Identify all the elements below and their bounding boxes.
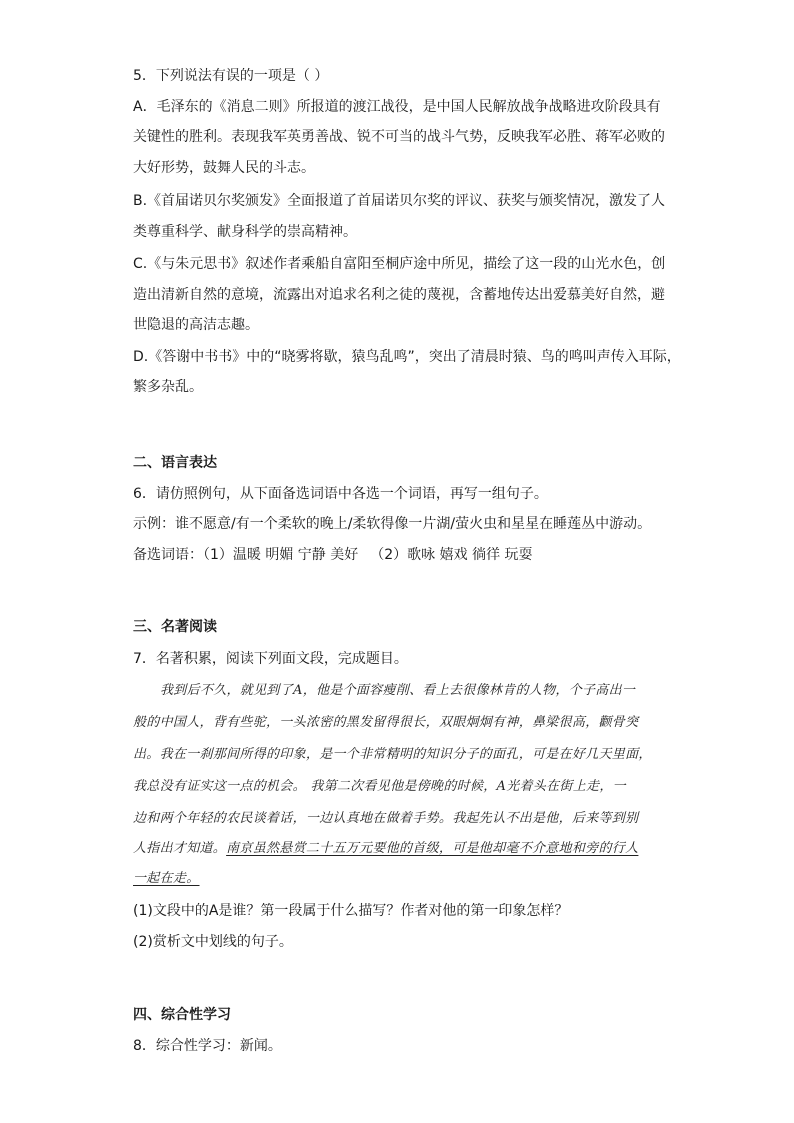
q6-example: 示例：谁不愿意/有一个柔软的晚上/柔软得像一片湖/萤火虫和星星在睡莲丛中游动。 [133, 516, 652, 532]
q7-subquestion-2: (2)赏析文中划线的句子。 [133, 934, 293, 950]
q7-stem: 7．名著积累，阅读下列面文段，完成题目。 [133, 651, 408, 667]
q6-stem: 6．请仿照例句，从下面备选词语中各选一个词语，再写一组句子。 [133, 486, 548, 502]
passage-line-3: 出。我在一刹那间所得的印象，是一个非常精明的知识分子的面孔，可是在好几天里面， [133, 747, 652, 762]
passage-line-6 [133, 839, 638, 859]
q5-option-d-line2: 繁多杂乱。 [133, 379, 203, 395]
q5-option-a-line1: A．毛泽东的《消息二则》所报道的渡江战役，是中国人民解放战争战略进攻阶段具有 [133, 99, 661, 115]
q5-option-c-line3: 世隐退的高洁志趣。 [133, 317, 259, 333]
passage-line-7 [133, 869, 200, 889]
q5-option-d-line1: D.《答谢中书书》中的“晓雾将歇，猿鸟乱鸣”，突出了清晨时猿、鸟的鸣叫声传入耳际， [133, 349, 681, 365]
underlined-sentence-part-1: 南京虽然悬赏二十五万元要他的首级，可是他却毫不介意地和旁的行人 [226, 841, 639, 856]
passage-line-6-plain: 人指出才知道。 [133, 841, 227, 856]
underlined-sentence-part-2: 一起在走。 [133, 871, 200, 886]
section-3-heading: 三、名著阅读 [133, 619, 217, 635]
section-2-heading: 二、语言表达 [133, 455, 217, 471]
q5-option-c-line1: C.《与朱元思书》叙述作者乘船自富阳至桐庐途中所见，描绘了这一段的山光水色，创 [133, 256, 666, 272]
passage-line-4: 我总没有证实这一点的机会。 我第二次看见他是傍晚的时候，A光着头在街上走，一 [133, 779, 626, 794]
section-4-heading: 四、综合性学习 [133, 1007, 231, 1023]
passage-line-5: 边和两个年轻的农民谈着话，一边认真地在做着手势。我起先认不出是他，后来等到别 [133, 811, 639, 826]
q5-option-b-line2: 类尊重科学、献身科学的崇高精神。 [133, 224, 357, 240]
word-choices-label: 备选词语： [133, 547, 203, 563]
q5-option-a-line3: 大好形势，鼓舞人民的斗志。 [133, 160, 315, 176]
q8-stem: 8．综合性学习：新闻。 [133, 1038, 282, 1054]
q5-option-a-line2: 关键性的胜利。表现我军英勇善战、锐不可当的战斗气势，反映我军必胜、蒋军必败的 [133, 129, 665, 145]
passage-line-2: 般的中国人，背有些驼，一头浓密的黑发留得很长，双眼炯炯有神，鼻梁很高，颧骨突 [133, 715, 639, 730]
q6-word-choices [133, 545, 533, 565]
passage-line-1: 我到后不久，就见到了A，他是个面容瘦削、看上去很像林肯的人物，个子高出一 [160, 683, 636, 698]
q5-stem: 5．下列说法有误的一项是（ ） [133, 68, 329, 84]
q7-subquestion-1: (1)文段中的A是谁？第一段属于什么描写？作者对他的第一印象怎样？ [133, 903, 569, 919]
q5-option-c-line2: 造出清新自然的意境，流露出对追求名利之徒的蔑视，含蓄地传达出爱慕美好自然，避 [133, 287, 665, 303]
word-group-1: （1）温暖 明媚 宁静 美好 [203, 547, 359, 563]
q5-option-b-line1: B.《首届诺贝尔奖颁发》全面报道了首届诺贝尔奖的评议、获奖与颁奖情况，激发了人 [133, 193, 666, 209]
word-group-2: （2）歌咏 嬉戏 徜徉 玩耍 [370, 547, 533, 563]
